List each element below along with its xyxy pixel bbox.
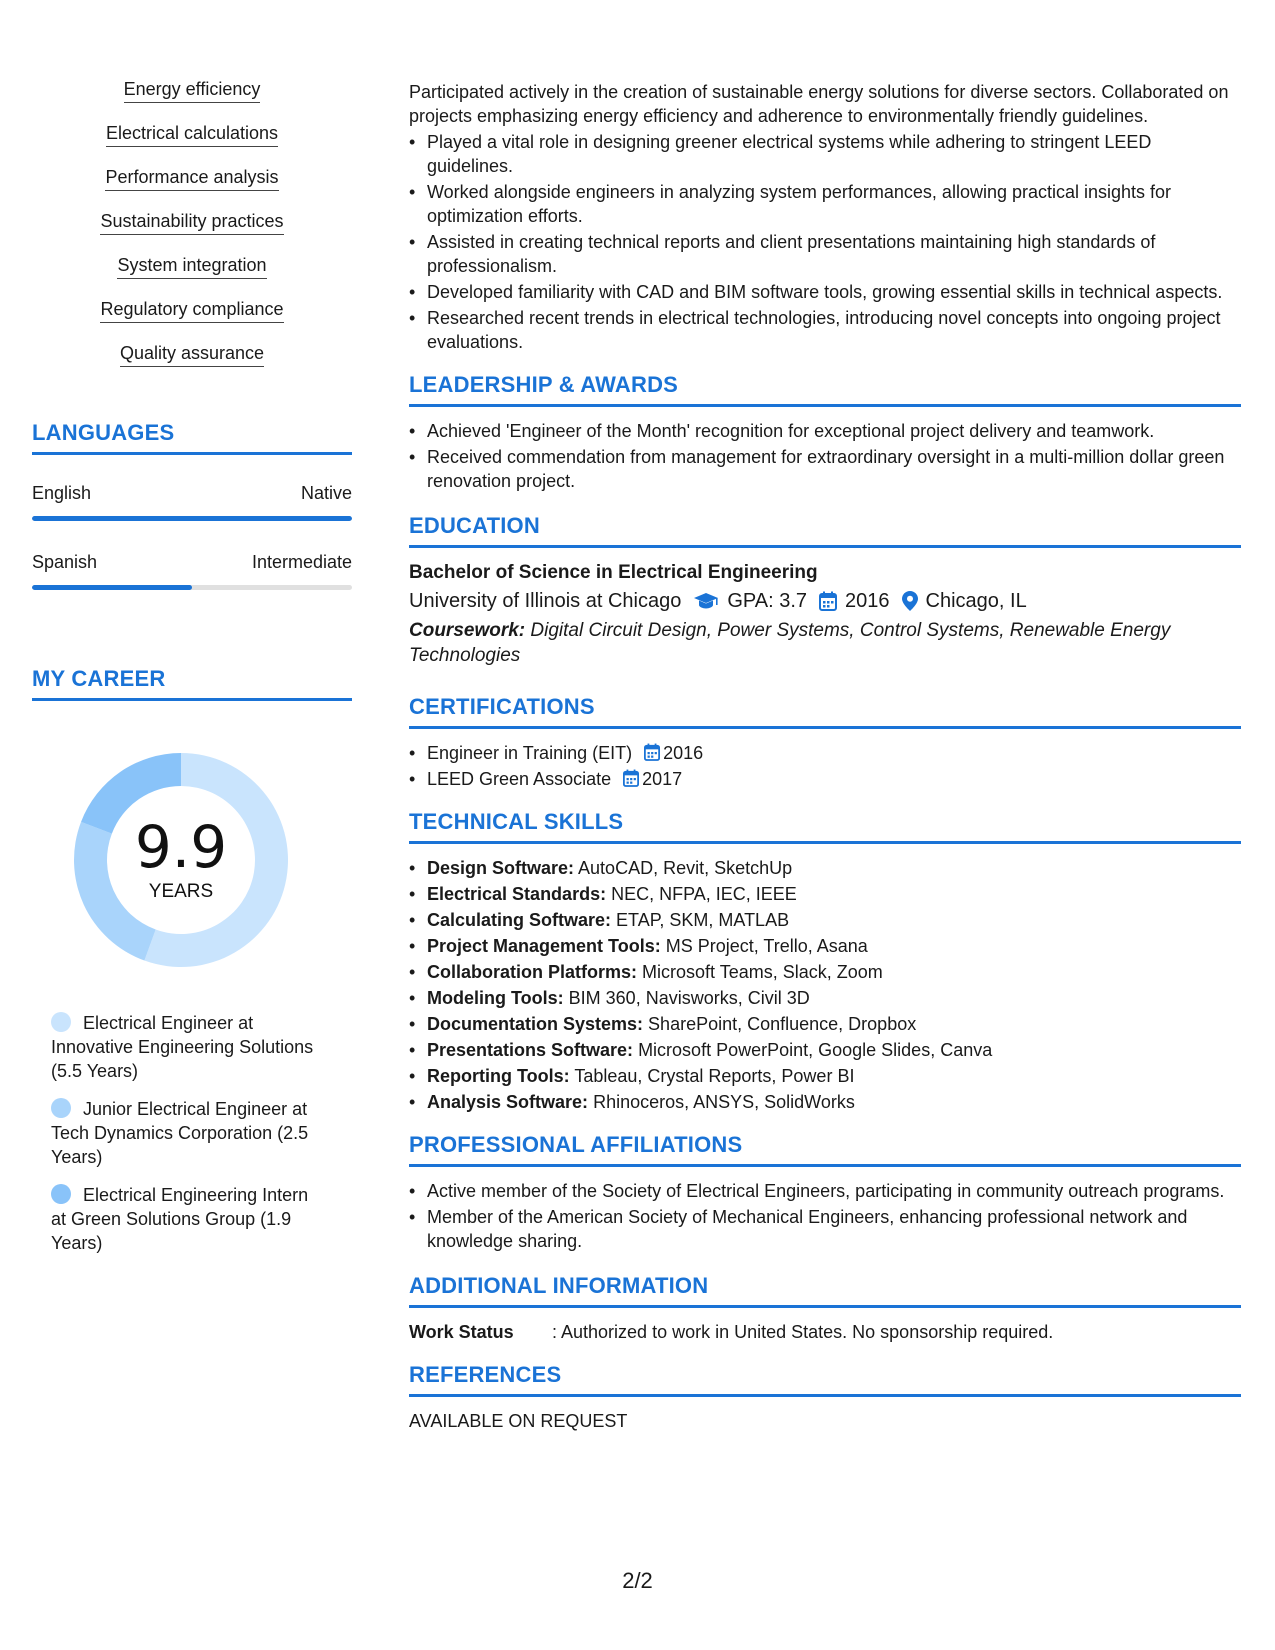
work-status-value: : Authorized to work in United States. No sponsorship required. [552, 1322, 1054, 1342]
additional-info-section [409, 1273, 1241, 1344]
education-section [409, 513, 1241, 668]
experience-intro: Participated actively in the creation of sustainable energy solutions for diverse sectors. Collaborated on projects emphasizing energy efficiency and adherence to environmentally friendly guidelines. [409, 82, 1229, 126]
leadership-bullet: • Received commendation from management for extraordinary oversight in a multi-million dollar green renovation project. [409, 445, 1241, 493]
career-legend-label: Electrical Engineer at Innovative Engineering Solutions (5.5 Years) [51, 1013, 314, 1081]
skills-list [32, 78, 352, 386]
map-pin-icon [902, 591, 918, 611]
language-bar [32, 585, 352, 590]
skill-item: Quality assurance [120, 342, 264, 367]
skill-item: Electrical calculations [106, 122, 278, 147]
languages-section [32, 420, 352, 590]
certifications-section [409, 694, 1241, 791]
career-legend-label: Junior Electrical Engineer at Tech Dynamics Corporation (2.5 Years) [51, 1099, 309, 1167]
technical-skill-item: • Modeling Tools: BIM 360, Navisworks, Civil 3D [409, 986, 1241, 1010]
career-donut [66, 745, 296, 975]
certifications-title: CERTIFICATIONS [409, 694, 1241, 729]
affiliations-title: PROFESSIONAL AFFILIATIONS [409, 1132, 1241, 1167]
certification-item [409, 767, 1241, 791]
affiliations-section [409, 1132, 1241, 1253]
references-text: AVAILABLE ON REQUEST [409, 1411, 628, 1431]
language-bar [32, 516, 352, 521]
education-title: EDUCATION [409, 513, 1241, 548]
technical-skill-item: • Presentations Software: Microsoft PowerPoint, Google Slides, Canva [409, 1038, 1241, 1062]
skill-item: Performance analysis [105, 166, 278, 191]
language-row [32, 552, 352, 573]
career-legend-label: Electrical Engineering Intern at Green Solutions Group (1.9 Years) [51, 1185, 309, 1253]
edu-school: University of Illinois at Chicago [409, 590, 682, 612]
career-section [32, 666, 352, 1255]
technical-skill-item: • Collaboration Platforms: Microsoft Teams, Slack, Zoom [409, 960, 1241, 984]
certification-name: LEED Green Associate [427, 769, 612, 789]
certification-item [409, 741, 1241, 765]
career-legend-item [51, 1097, 322, 1169]
certification-year: 2017 [642, 769, 683, 789]
leadership-bullet: • Achieved 'Engineer of the Month' recognition for exceptional project delivery and teamwork. [409, 419, 1241, 443]
experience-bullet: • Played a vital role in designing greener electrical systems while adhering to stringent LEED guidelines. [409, 130, 1241, 178]
technical-skill-item: • Design Software: AutoCAD, Revit, SketchUp [409, 856, 1241, 880]
page-number: 2/2 [622, 1568, 653, 1593]
technical-skill-item: • Reporting Tools: Tableau, Crystal Reports, Power BI [409, 1064, 1241, 1088]
language-name: English [32, 483, 92, 503]
edu-degree: Bachelor of Science in Electrical Engineering [409, 562, 818, 583]
calendar-icon [644, 743, 660, 761]
career-title: MY CAREER [32, 666, 352, 701]
career-total: 9.9 [134, 813, 228, 881]
certification-year: 2016 [663, 743, 704, 763]
experience-bullet: • Worked alongside engineers in analyzing system performances, allowing practical insights for optimization efforts. [409, 180, 1241, 228]
right-column [409, 80, 1241, 1433]
leadership-title: LEADERSHIP & AWARDS [409, 372, 1241, 407]
language-level: Native [300, 483, 352, 503]
career-legend [32, 1011, 322, 1255]
technical-skill-item: • Documentation Systems: SharePoint, Confluence, Dropbox [409, 1012, 1241, 1036]
skill-item: Energy efficiency [124, 78, 261, 103]
languages-title: LANGUAGES [32, 420, 352, 455]
language-row [32, 483, 352, 504]
technical-skill-item: • Project Management Tools: MS Project, Trello, Asana [409, 934, 1241, 958]
skill-item: Sustainability practices [100, 210, 283, 235]
graduation-cap-icon [693, 592, 719, 610]
left-column [32, 78, 352, 1269]
experience-bullet: • Developed familiarity with CAD and BIM software tools, growing essential skills in technical aspects. [409, 280, 1241, 304]
affiliation-bullet: • Member of the American Society of Mechanical Engineers, enhancing professional network and knowledge sharing. [409, 1205, 1241, 1253]
experience-bullet: • Assisted in creating technical reports and client presentations maintaining high standards of professionalism. [409, 230, 1241, 278]
skill-item: System integration [117, 254, 266, 279]
additional-info-title: ADDITIONAL INFORMATION [409, 1273, 1241, 1308]
skill-item: Regulatory compliance [100, 298, 283, 323]
edu-location: Chicago, IL [925, 590, 1027, 612]
career-legend-item [51, 1011, 322, 1083]
language-bar-fill [32, 516, 352, 521]
experience-bullet: • Researched recent trends in electrical technologies, introducing novel concepts into ongoing project evaluations. [409, 306, 1241, 354]
work-status-key: Work Status [409, 1322, 514, 1342]
edu-coursework [409, 618, 1241, 668]
edu-gpa: GPA: 3.7 [727, 590, 808, 612]
technical-skill-item: • Electrical Standards: NEC, NFPA, IEC, IEEE [409, 882, 1241, 906]
language-level: Intermediate [251, 552, 352, 572]
coursework-label: Coursework: [409, 620, 526, 641]
technical-skills-title: TECHNICAL SKILLS [409, 809, 1241, 844]
calendar-icon [623, 769, 639, 787]
edu-year: 2016 [845, 590, 890, 612]
experience-bullets [409, 130, 1241, 354]
technical-skill-item: • Calculating Software: ETAP, SKM, MATLAB [409, 908, 1241, 932]
references-title: REFERENCES [409, 1362, 1241, 1397]
edu-details [409, 586, 1241, 616]
career-legend-item [51, 1183, 322, 1255]
technical-skills-list [409, 856, 1241, 1114]
legend-dot-icon [51, 1098, 71, 1118]
experience-section [409, 80, 1241, 354]
legend-dot-icon [51, 1012, 71, 1032]
language-name: Spanish [32, 552, 98, 572]
calendar-icon [819, 591, 837, 611]
career-unit: YEARS [148, 881, 214, 902]
certification-name: Engineer in Training (EIT) [427, 743, 633, 763]
technical-skill-item: • Analysis Software: Rhinoceros, ANSYS, SolidWorks [409, 1090, 1241, 1114]
language-bar-fill [32, 585, 192, 590]
leadership-section [409, 372, 1241, 493]
affiliation-bullet: • Active member of the Society of Electrical Engineers, participating in community outreach programs. [409, 1179, 1241, 1203]
technical-skills-section [409, 809, 1241, 1114]
legend-dot-icon [51, 1184, 71, 1204]
coursework-text: Digital Circuit Design, Power Systems, Control Systems, Renewable Energy Technologies [409, 620, 1171, 666]
references-section [409, 1362, 1241, 1433]
work-status-row [409, 1320, 1241, 1344]
